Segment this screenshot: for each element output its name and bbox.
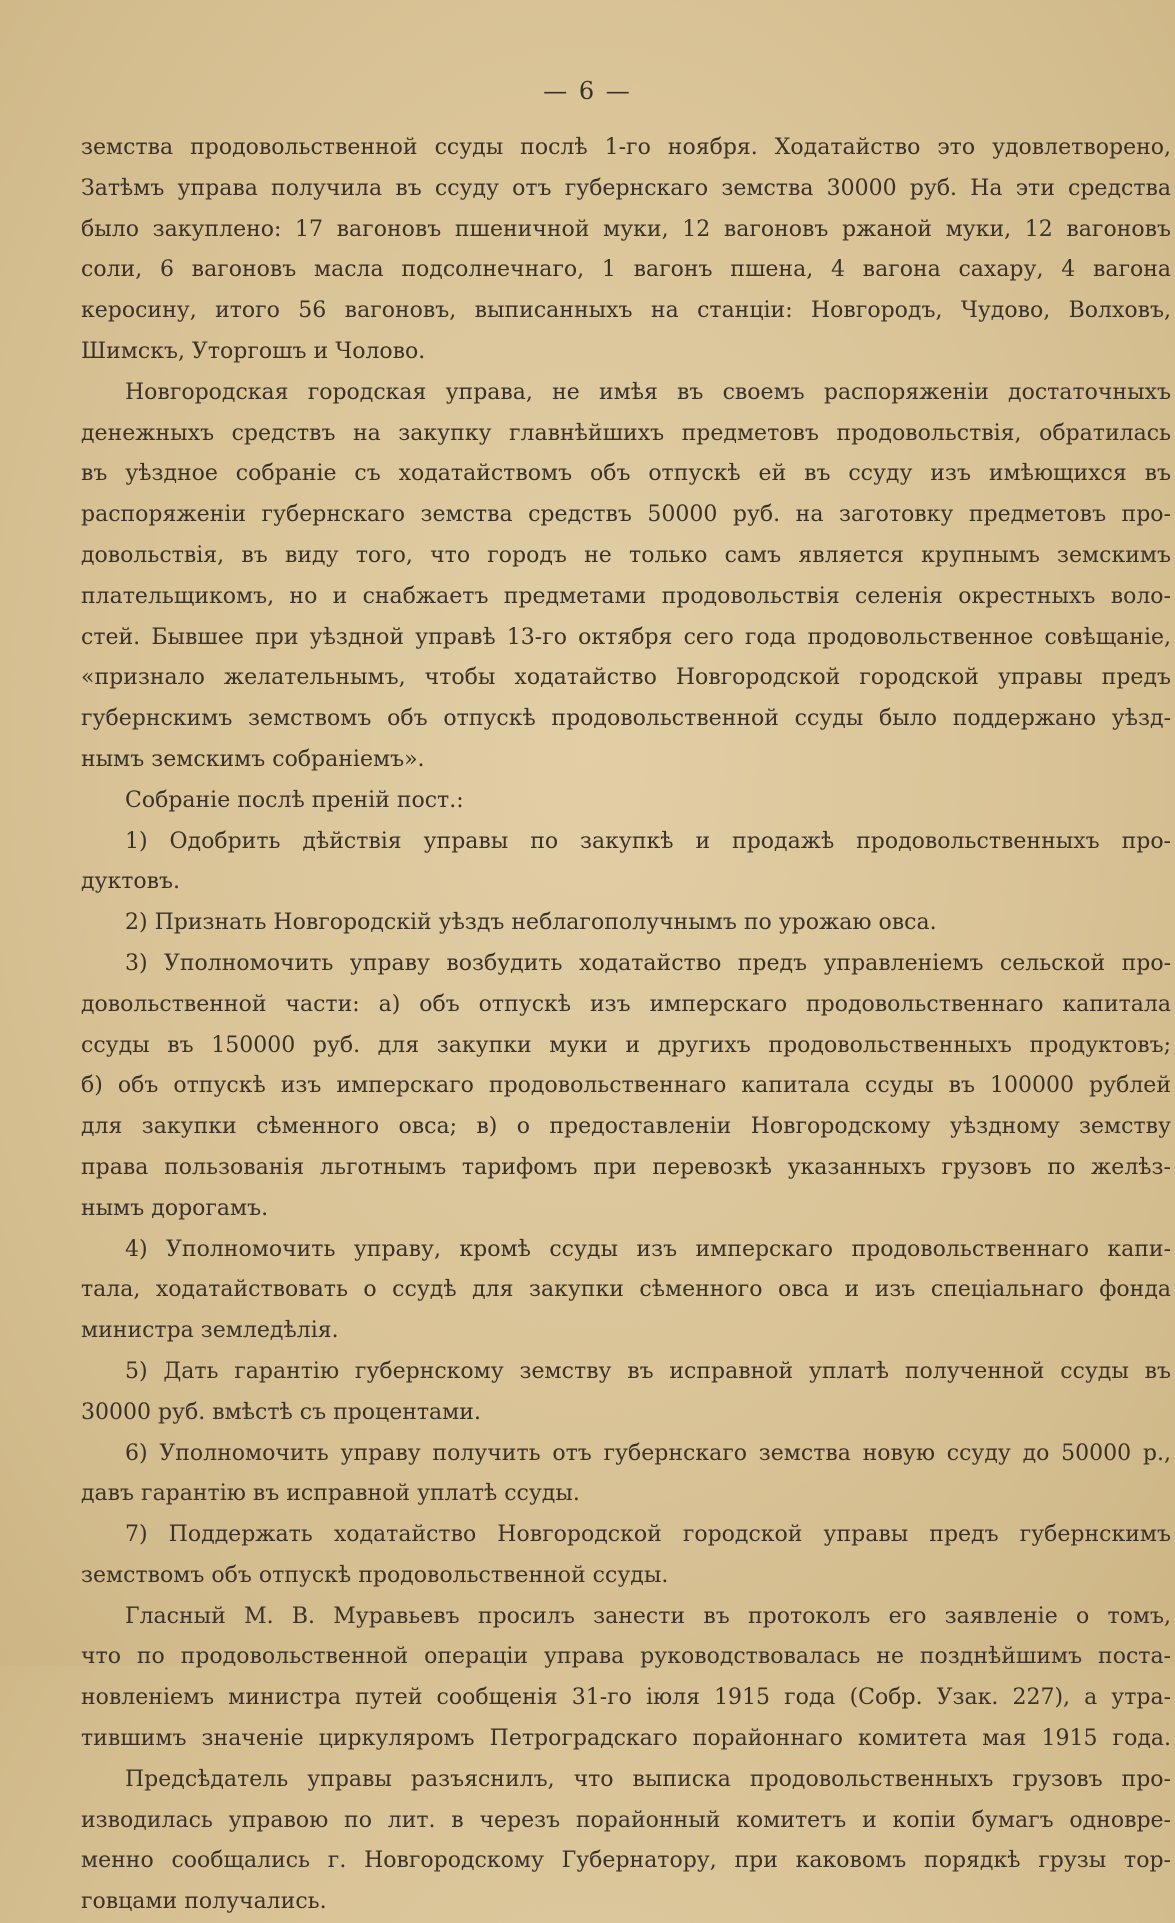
text-line: министра земледѣлія. — [81, 1318, 339, 1344]
text-line: что по продовольственной операціи управа руководствовалась не позднѣйшимъ поста- — [81, 1644, 1171, 1670]
text-line: 4) Уполномочить управу, кромѣ ссуды изъ имперскаго продовольственнаго капи- — [125, 1236, 1171, 1262]
text-line: денежныхъ средствъ на закупку главнѣйшихъ предметовъ продовольствія, обратилась — [81, 420, 1171, 446]
text-line: распоряженіи губернскаго земства средствъ 50000 руб. на заготовку предметовъ про- — [81, 502, 1171, 528]
text-line: Новгородская городская управа, не имѣя въ своемъ распоряженіи достаточныхъ — [125, 379, 1171, 405]
text-line: плательщикомъ, но и снабжаетъ предметами продовольствія селенія окрестныхъ воло- — [81, 583, 1171, 609]
text-line: дуктовъ. — [81, 869, 181, 895]
text-line: Затѣмъ управа получила въ ссуду отъ губернскаго земства 30000 руб. На эти средства — [81, 175, 1171, 201]
text-line: керосину, итого 56 вагоновъ, выписанныхъ на станціи: Новгородъ, Чудово, Волховъ, — [81, 298, 1171, 324]
text-line: 30000 руб. вмѣстѣ съ процентами. — [81, 1399, 481, 1425]
text-line: «признало желательнымъ, чтобы ходатайство Новгородской городской управы предъ — [81, 665, 1171, 691]
text-line: ссуды въ 150000 руб. для закупки муки и другихъ продовольственныхъ продуктовъ; — [81, 1032, 1171, 1058]
text-line: Шимскъ, Уторгошъ и Чолово. — [81, 338, 426, 364]
text-line: изводилась управою по лит. в черезъ порайонный комитетъ и копіи бумагъ одновре- — [81, 1807, 1171, 1833]
text-line: губернскимъ земствомъ объ отпускѣ продовольственной ссуды было поддержано уѣзд- — [81, 706, 1171, 732]
text-line: въ уѣздное собраніе съ ходатайствомъ объ отпускѣ ей въ ссуду изъ имѣющихся въ — [81, 461, 1171, 487]
text-line: земства продовольственной ссуды послѣ 1-го ноября. Ходатайство это удовлетворено, — [81, 135, 1171, 160]
page-number: — 6 — — [543, 77, 632, 105]
text-line: 6) Уполномочить управу получить отъ губернскаго земства новую ссуду до 50000 р., — [125, 1440, 1171, 1466]
text-line: было закуплено: 17 вагоновъ пшеничной муки, 12 вагоновъ ржаной муки, 12 вагоновъ — [81, 216, 1171, 242]
text-line: довольственной части: а) объ отпускѣ изъ имперскаго продовольственнаго капитала — [81, 991, 1171, 1017]
text-line: довольствія, въ виду того, что городъ не только самъ является крупнымъ земскимъ — [81, 542, 1171, 568]
text-line: менно сообщались г. Новгородскому Губернатору, при каковомъ порядкѣ грузы тор- — [81, 1848, 1171, 1874]
text-line: давъ гарантію въ исправной уплатѣ ссуды. — [81, 1481, 580, 1507]
text-line: б) объ отпускѣ изъ имперскаго продовольственнаго капитала ссуды въ 100000 рублей — [81, 1073, 1171, 1099]
text-line: 7) Поддержать ходатайство Новгородской городской управы предъ губернскимъ — [125, 1522, 1171, 1548]
text-line: Гласный М. В. Муравьевъ просилъ занести въ протоколъ его заявленіе о томъ, — [125, 1603, 1171, 1629]
text-line: 2) Признать Новгородскій уѣздъ неблагополучнымъ по урожаю овса. — [125, 910, 937, 936]
text-line: земствомъ объ отпускѣ продовольственной ссуды. — [81, 1562, 669, 1588]
text-line: нымъ земскимъ собраніемъ». — [81, 746, 425, 772]
text-line: Предсѣдатель управы разъяснилъ, что выписка продовольственныхъ грузовъ про- — [125, 1766, 1171, 1792]
text-line: стей. Бывшее при уѣздной управѣ 13-го октября сего года продовольственное совѣщаніе, — [81, 624, 1171, 650]
text-line: права пользованія льготнымъ тарифомъ при перевозкѣ указанныхъ грузовъ по желѣз- — [81, 1154, 1171, 1180]
text-line: Собраніе послѣ преній пост.: — [125, 787, 464, 813]
text-line: 5) Дать гарантію губернскому земству въ исправной уплатѣ полученной ссуды въ — [125, 1358, 1171, 1384]
text-line: говцами получались. — [81, 1889, 327, 1915]
text-line: нымъ дорогамъ. — [81, 1195, 269, 1221]
text-line: новленіемъ министра путей сообщенія 31-го іюля 1915 года (Собр. Узак. 227), а утра- — [81, 1685, 1171, 1711]
text-line: для закупки сѣменного овса; в) о предоставленіи Новгородскому уѣздному земству — [81, 1114, 1171, 1140]
document-body — [81, 128, 1171, 1923]
text-line: тала, ходатайствовать о ссудѣ для закупки сѣменного овса и изъ спеціальнаго фонда — [81, 1277, 1171, 1303]
text-line: 1) Одобрить дѣйствія управы по закупкѣ и продажѣ продовольственныхъ про- — [125, 828, 1171, 854]
text-line: 3) Уполномочить управу возбудить ходатайство предъ управленіемъ сельской про- — [125, 950, 1171, 976]
text-line: соли, 6 вагоновъ масла подсолнечнаго, 1 вагонъ пшена, 4 вагона сахару, 4 вагона — [81, 257, 1171, 283]
text-line: тившимъ значеніе циркуляромъ Петроградскаго порайоннаго комитета мая 1915 года. — [81, 1726, 1171, 1752]
